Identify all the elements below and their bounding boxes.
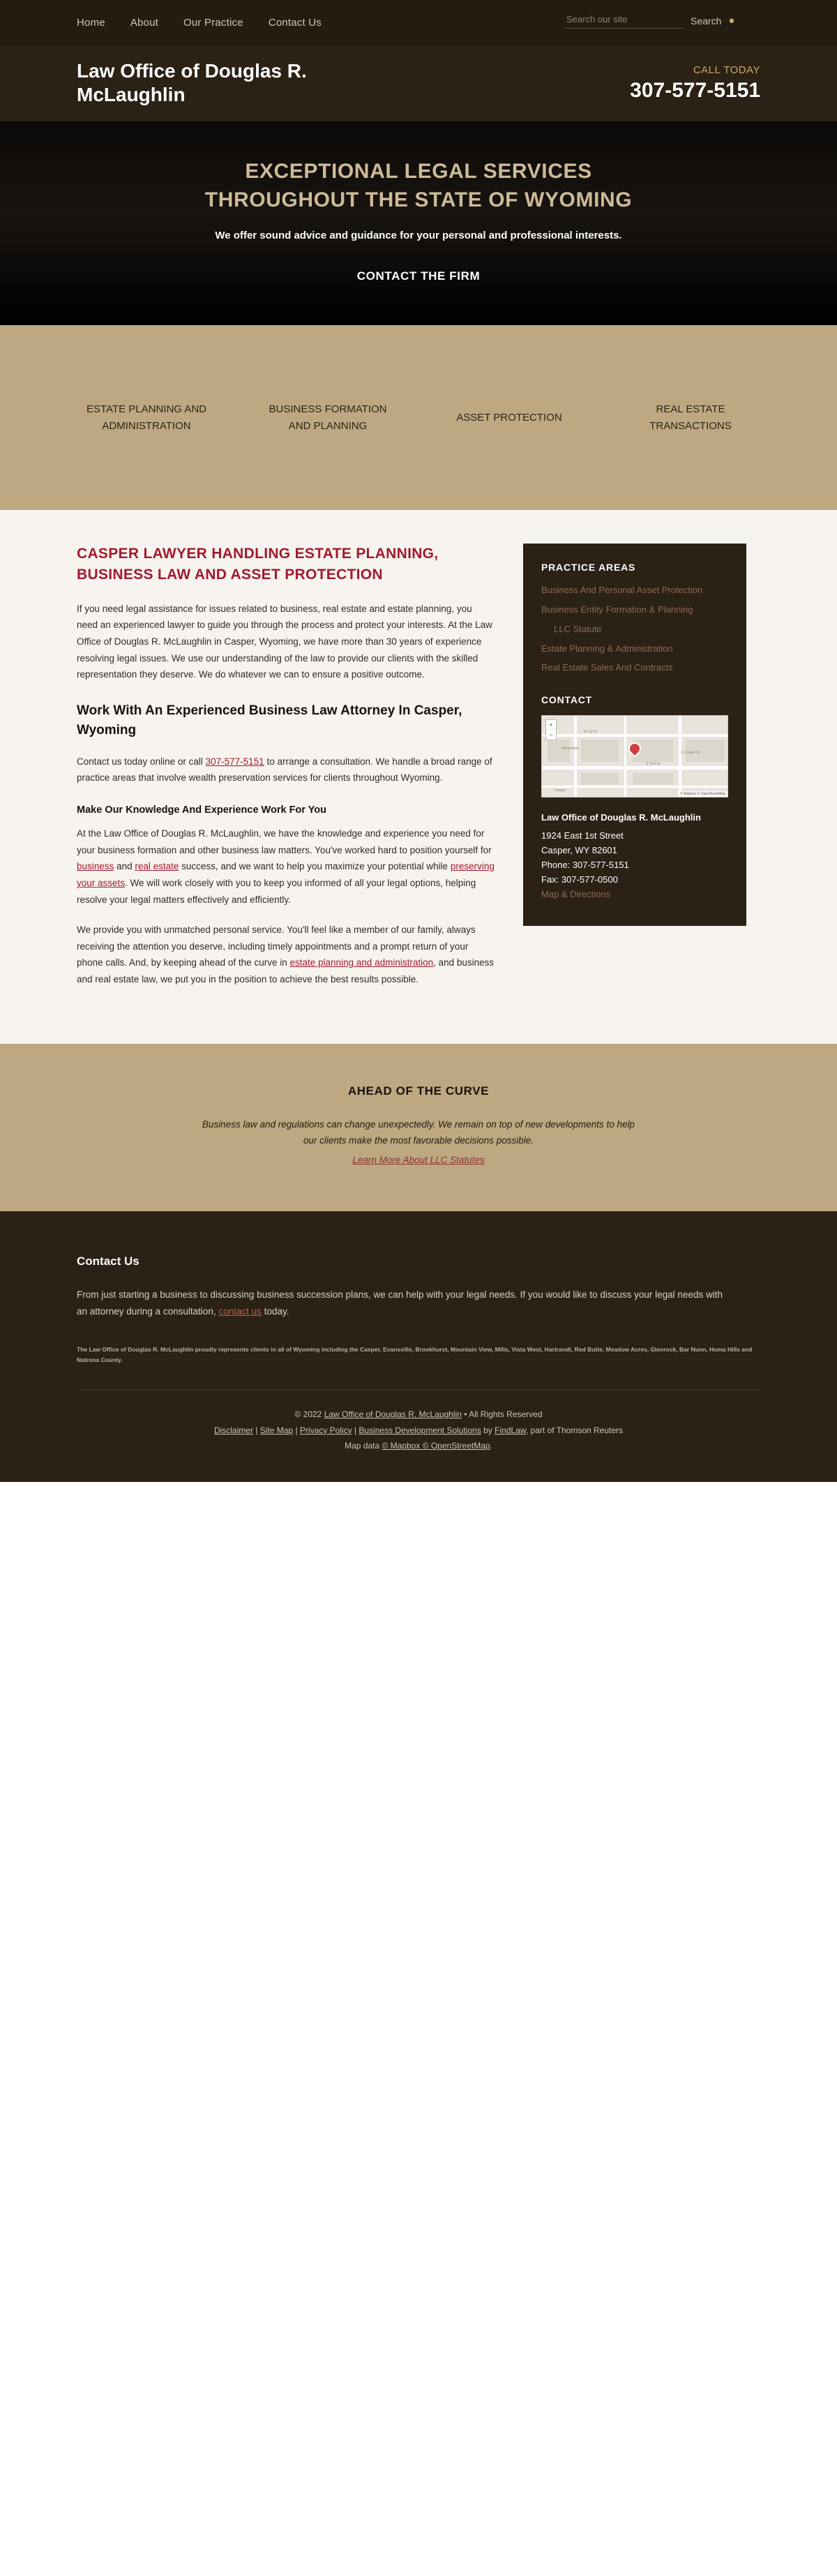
footer-service-area-disclaimer: The Law Office of Douglas R. McLaughlin proudly represents clients in all of Wyoming including the Casper, Evansville, Brookhurst, Mountain View, Mills, Vista West, Hartrandt, Red Butte, Meadow Acres, Glenrock, Bar Nunn, Homa Hills and Natrona County. bbox=[77, 1346, 753, 1363]
learn-more-llc-statutes-link[interactable]: Learn More About LLC Statutes bbox=[352, 1154, 485, 1165]
paragraph-personal-service bbox=[77, 922, 495, 988]
list-item bbox=[541, 604, 728, 617]
paragraph-contact bbox=[77, 754, 495, 786]
page-tail-whitespace bbox=[0, 1482, 837, 1809]
map-road bbox=[679, 716, 681, 797]
hero-title-line1: EXCEPTIONAL LEGAL SERVICES bbox=[245, 160, 592, 183]
paragraph-experience bbox=[77, 825, 495, 908]
footer-thomson-text: , part of Thomson Reuters bbox=[525, 1425, 624, 1435]
call-today-label: CALL TODAY bbox=[693, 63, 760, 76]
sidebar-item-llc-statute[interactable]: LLC Statute bbox=[554, 623, 602, 634]
hero-title bbox=[0, 158, 837, 214]
footer-contact-heading: Contact Us bbox=[77, 1254, 140, 1268]
location-map[interactable] bbox=[541, 715, 728, 797]
footer-link-findlaw[interactable]: FindLaw bbox=[495, 1425, 526, 1435]
map-label-casper: Casper bbox=[555, 788, 566, 793]
map-road bbox=[624, 716, 626, 797]
hero-subtitle: We offer sound advice and guidance for your personal and professional interests. bbox=[215, 230, 622, 241]
copyright-pre: © 2022 bbox=[294, 1409, 324, 1419]
footer-bottom bbox=[77, 1407, 760, 1454]
hero-banner bbox=[0, 121, 837, 325]
map-block bbox=[581, 740, 619, 762]
list-item bbox=[541, 661, 728, 675]
map-road bbox=[542, 734, 727, 737]
para3-seg-a: At the Law Office of Douglas R. McLaughlin, we have the knowledge and experience you need for your business formation and other business law matters. You've worked hard to position yourself for bbox=[77, 828, 492, 855]
sidebar-item-asset-protection[interactable]: Business And Personal Asset Protection bbox=[541, 585, 703, 595]
main-content-area bbox=[0, 510, 837, 1044]
article-content bbox=[77, 544, 495, 1002]
practice-areas-strip bbox=[0, 325, 837, 510]
nav-item-home[interactable]: Home bbox=[77, 16, 105, 29]
address-fax: Fax: 307-577-0500 bbox=[541, 874, 618, 885]
ahead-of-the-curve-section bbox=[0, 1044, 837, 1211]
phone-number[interactable]: 307-577-5151 bbox=[630, 78, 760, 102]
footer-intro-before: From just starting a business to discussing business succession plans, we can help with your legal needs. If you would like to discuss your legal needs with an attorney during a consultation, bbox=[77, 1289, 723, 1317]
map-data-pre: Map data bbox=[345, 1441, 382, 1451]
sidebar-item-estate-planning[interactable]: Estate Planning & Administration bbox=[541, 643, 673, 654]
para3-seg-b: and bbox=[114, 861, 135, 872]
footer-link-privacy-policy[interactable]: Privacy Policy bbox=[299, 1425, 352, 1435]
map-road bbox=[574, 716, 577, 797]
footer-link-business-development[interactable]: Business Development Solutions bbox=[359, 1425, 481, 1435]
practice-tile-real-estate[interactable]: REAL ESTATE TRANSACTIONS bbox=[649, 403, 732, 432]
map-road bbox=[542, 766, 727, 770]
inline-link-estate-planning[interactable]: estate planning and administration bbox=[289, 957, 434, 968]
footer-by-text: by bbox=[481, 1425, 495, 1435]
search-input[interactable] bbox=[565, 13, 684, 29]
address-street: 1924 East 1st Street bbox=[541, 830, 624, 841]
footer-link-site-map[interactable]: Site Map bbox=[259, 1425, 294, 1435]
call-today-block bbox=[630, 64, 760, 103]
footer-map-data bbox=[77, 1438, 760, 1454]
footer-divider bbox=[77, 1389, 760, 1390]
map-zoom-in-button[interactable]: + bbox=[546, 720, 556, 730]
nav-item-contact-us[interactable]: Contact Us bbox=[268, 16, 322, 29]
section-heading-knowledge: Make Our Knowledge And Experience Work For You bbox=[77, 804, 327, 816]
map-label-e2nd: E 2nd St bbox=[647, 762, 661, 767]
contact-the-firm-button[interactable]: CONTACT THE FIRM bbox=[356, 269, 481, 283]
copyright-post: • All Rights Reserved bbox=[461, 1409, 543, 1419]
inline-phone-link[interactable]: 307-577-5151 bbox=[205, 756, 264, 767]
map-label-center: S Center St bbox=[681, 751, 700, 756]
search-button[interactable]: Search bbox=[691, 15, 722, 27]
footer-map-data-link[interactable]: © Mapbox © OpenStreetMap bbox=[382, 1441, 490, 1451]
sidebar bbox=[523, 544, 746, 926]
list-item bbox=[541, 584, 728, 597]
map-label-w1st: W 1st St bbox=[584, 730, 597, 735]
page-title: CASPER LAWYER HANDLING ESTATE PLANNING, BUSINESS LAW AND ASSET PROTECTION bbox=[77, 546, 439, 583]
inline-link-business[interactable]: business bbox=[77, 861, 114, 872]
sidebar-practice-areas-title: PRACTICE AREAS bbox=[541, 562, 636, 573]
map-road bbox=[542, 786, 727, 788]
map-zoom-out-button[interactable]: − bbox=[549, 731, 553, 739]
contact-address bbox=[541, 810, 728, 901]
map-and-directions-link[interactable]: Map & Directions bbox=[541, 889, 610, 900]
section-heading-business-law: Work With An Experienced Business Law Attorney In Casper, Wyoming bbox=[77, 703, 462, 738]
site-header bbox=[0, 45, 837, 121]
map-block bbox=[581, 773, 619, 784]
map-zoom-controls[interactable] bbox=[545, 719, 557, 740]
practice-tile-asset-protection[interactable]: ASSET PROTECTION bbox=[456, 411, 562, 424]
location-pin-icon[interactable]: ● bbox=[728, 15, 735, 27]
list-item bbox=[541, 643, 728, 656]
para4-seg-b: , and business and real estate law, we put you in the position to achieve the best results possible. bbox=[77, 957, 495, 984]
practice-tile-estate-planning[interactable]: ESTATE PLANNING AND ADMINISTRATION bbox=[86, 403, 206, 432]
sidebar-item-entity-formation[interactable]: Business Entity Formation & Planning bbox=[541, 604, 693, 615]
top-navigation bbox=[77, 17, 322, 29]
footer-copyright bbox=[77, 1407, 760, 1423]
copyright-firm-link[interactable]: Law Office of Douglas R. McLaughlin bbox=[324, 1409, 462, 1419]
nav-item-about[interactable]: About bbox=[130, 16, 159, 29]
inline-link-real-estate[interactable]: real estate bbox=[135, 861, 179, 872]
site-footer bbox=[0, 1211, 837, 1482]
hero-title-line2: THROUGHOUT THE STATE OF WYOMING bbox=[204, 188, 633, 211]
sidebar-item-real-estate-sales[interactable]: Real Estate Sales And Contracts bbox=[541, 662, 673, 673]
address-city: Casper, WY 82601 bbox=[541, 845, 617, 856]
inline-link-preserving-assets[interactable]: preserving your assets bbox=[77, 861, 495, 888]
footer-intro-after: today. bbox=[261, 1305, 289, 1317]
footer-link-disclaimer[interactable]: Disclaimer bbox=[213, 1425, 253, 1435]
top-bar bbox=[0, 0, 837, 45]
map-block bbox=[548, 740, 570, 762]
sidebar-practice-list bbox=[541, 584, 728, 675]
map-data-post: . bbox=[490, 1441, 492, 1451]
para3-seg-d: . We will work closely with you to keep you informed of all your legal options, helping resolve your legal matters effectively and efficiently. bbox=[77, 877, 476, 905]
map-label-elementary: Elementary bbox=[561, 747, 580, 751]
paragraph-contact-after: to arrange a consultation. We handle a broad range of practice areas that involve wealth preservation services for clients throughout Wyoming. bbox=[77, 756, 492, 784]
footer-links: Disclaimer | Site Map | Privacy Policy | Business Development Solutions by FindLaw, part of Thomson Reuters bbox=[213, 1425, 624, 1435]
footer-contact-us-link[interactable]: contact us bbox=[218, 1305, 262, 1317]
paragraph-intro: If you need legal assistance for issues related to business, real estate and estate planning, you need an experienced lawyer to guide you through the process and protect your interests. At the Law Office of Douglas R. McLaughlin in Casper, Wyoming, we have more than 30 years of experience resolving legal issues. We use our understanding of the law to provide our clients with the skilled representation they deserve. We do whatever we can to ensure a positive outcome. bbox=[77, 603, 492, 680]
search-area bbox=[565, 13, 734, 29]
address-phone: Phone: 307-577-5151 bbox=[541, 860, 629, 871]
map-block bbox=[633, 773, 673, 784]
para4-seg-a: We provide you with unmatched personal service. You'll feel like a member of our family, always receiving the attention you deserve, including timely appointments and a prompt return of your phone calls. And, by keeping ahead of the curve in bbox=[77, 924, 476, 968]
footer-intro bbox=[77, 1287, 725, 1319]
curve-body: Business law and regulations can change unexpectedly. We remain on top of new developments to help our clients make the most favorable decisions possible. bbox=[202, 1118, 635, 1146]
list-item bbox=[541, 623, 728, 636]
firm-name[interactable]: Law Office of Douglas R. McLaughlin bbox=[77, 59, 307, 105]
address-firm-name: Law Office of Douglas R. McLaughlin bbox=[541, 812, 701, 823]
sidebar-contact-title: CONTACT bbox=[541, 694, 592, 706]
map-attribution: © Mapbox © OpenStreetMap bbox=[678, 791, 727, 797]
practice-tile-business-formation[interactable]: BUSINESS FORMATION AND PLANNING bbox=[269, 403, 387, 432]
para3-seg-c: success, and we want to help you maximize your potential while bbox=[179, 861, 451, 872]
nav-item-our-practice[interactable]: Our Practice bbox=[183, 16, 243, 29]
paragraph-contact-before: Contact us today online or call bbox=[77, 756, 206, 767]
curve-title: AHEAD OF THE CURVE bbox=[347, 1084, 490, 1098]
